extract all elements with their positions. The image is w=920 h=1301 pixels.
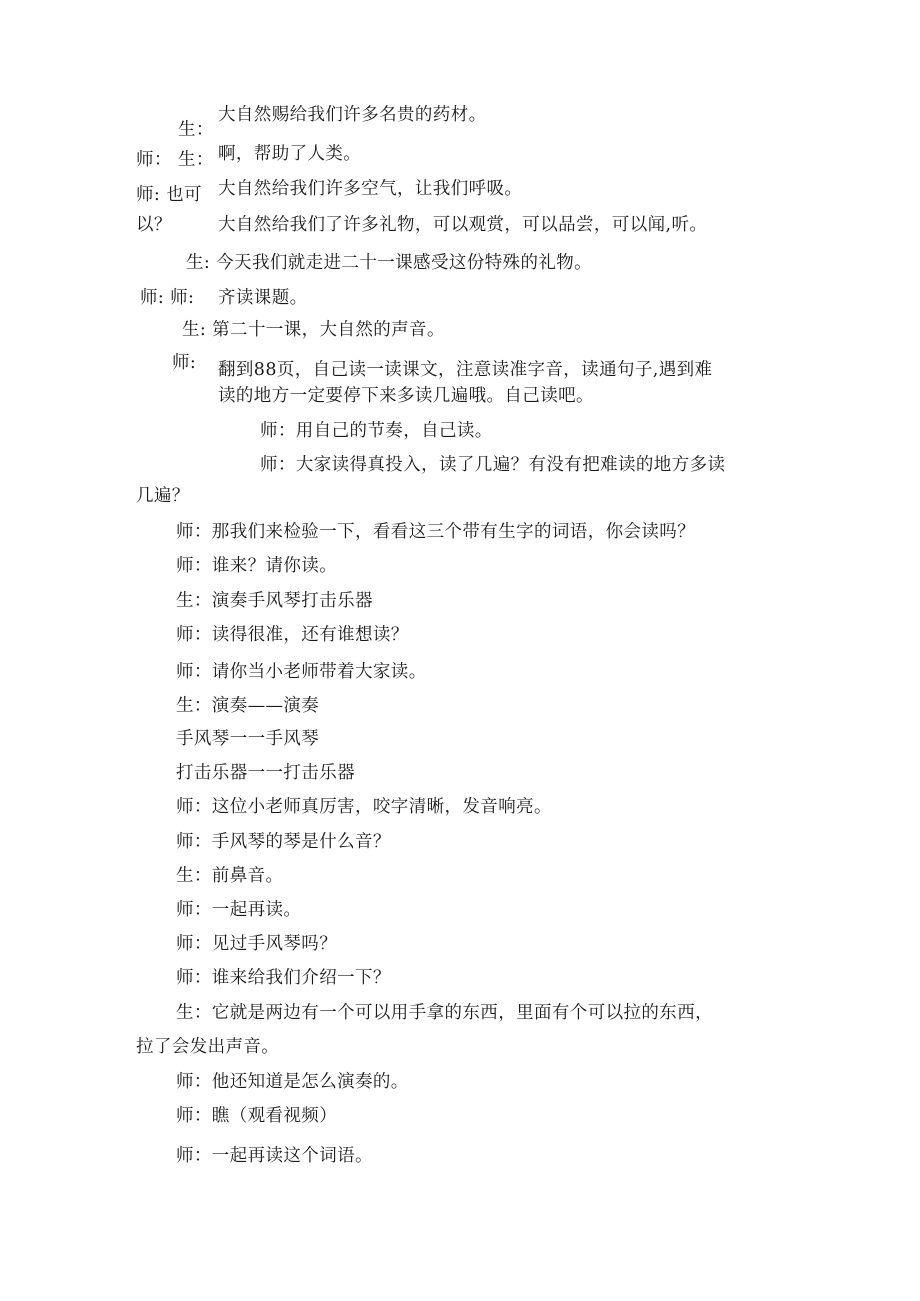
text-line: 生：前鼻音。 bbox=[176, 866, 284, 886]
text-line: 以？ bbox=[136, 215, 172, 235]
text-line: 齐读课题。 bbox=[218, 288, 308, 308]
text-line: 师：一起再读。 bbox=[176, 900, 302, 920]
text-line: 师：大家读得真投入，读了几遍？有没有把难读的地方多读 bbox=[260, 455, 726, 475]
text-line: 生：它就是两边有一个可以用手拿的东西，里面有个可以拉的东西， bbox=[176, 1003, 713, 1023]
text-line: 师：他还知道是怎么演奏的。 bbox=[176, 1072, 409, 1092]
text-line: 师：读得很准，还有谁想读？ bbox=[176, 625, 409, 645]
text-line: 翻到88页，自己读一读课文，注意读准字音，读通句子,遇到难 bbox=[218, 360, 713, 380]
text-line: 师：请你当小老师带着大家读。 bbox=[176, 662, 427, 682]
text-line: 大自然给我们了许多礼物，可以观赏，可以品尝，可以闻,听。 bbox=[218, 215, 708, 235]
text-line: 大自然赐给我们许多名贵的药材。 bbox=[218, 105, 487, 125]
text-line: 拉了会发出声音。 bbox=[136, 1037, 280, 1057]
text-line: 师：这位小老师真厉害，咬字清晰，发音响亮。 bbox=[176, 797, 552, 817]
text-line: 师：见过手风琴吗？ bbox=[176, 934, 338, 954]
text-line: 大自然给我们许多空气，让我们呼吸。 bbox=[218, 179, 523, 199]
text-line: 手风琴一一手风琴 bbox=[176, 729, 320, 749]
text-line: 师：手风琴的琴是什么音？ bbox=[176, 832, 391, 852]
text-line: 生：演奏手风琴打击乐器 bbox=[176, 591, 373, 611]
text-line: 啊，帮助了人类。 bbox=[218, 144, 362, 164]
text-line: 生：演奏——演奏 bbox=[176, 696, 320, 716]
text-line: 师：用自己的节奏，自己读。 bbox=[260, 421, 493, 441]
text-line: 生: 今天我们就走进二十一课感受这份特殊的礼物。 bbox=[186, 253, 593, 273]
text-line: 读的地方一定要停下来多读几遍哦。自己读吧。 bbox=[218, 386, 594, 406]
text-line: 师: bbox=[172, 353, 197, 373]
text-line: 师：谁来？请你读。 bbox=[176, 556, 338, 576]
text-line: 师：瞧（观看视频） bbox=[176, 1106, 338, 1126]
text-line: 生： bbox=[178, 150, 214, 170]
text-line: 师：一起再读这个词语。 bbox=[176, 1146, 373, 1166]
text-line: 生： bbox=[178, 120, 214, 140]
text-line: 师: 师: bbox=[140, 288, 195, 308]
text-line: 打击乐器一一打击乐器 bbox=[176, 763, 355, 783]
text-line: 几遍？ bbox=[136, 486, 190, 506]
text-line: 师：那我们来检验一下，看看这三个带有生字的词语，你会读吗？ bbox=[176, 522, 696, 542]
text-line: 师： bbox=[136, 150, 172, 170]
text-line: 师: 也可 bbox=[136, 185, 202, 205]
text-line: 生: 第二十一课，大自然的声音。 bbox=[182, 320, 445, 340]
text-line: 师：谁来给我们介绍一下？ bbox=[176, 968, 391, 988]
